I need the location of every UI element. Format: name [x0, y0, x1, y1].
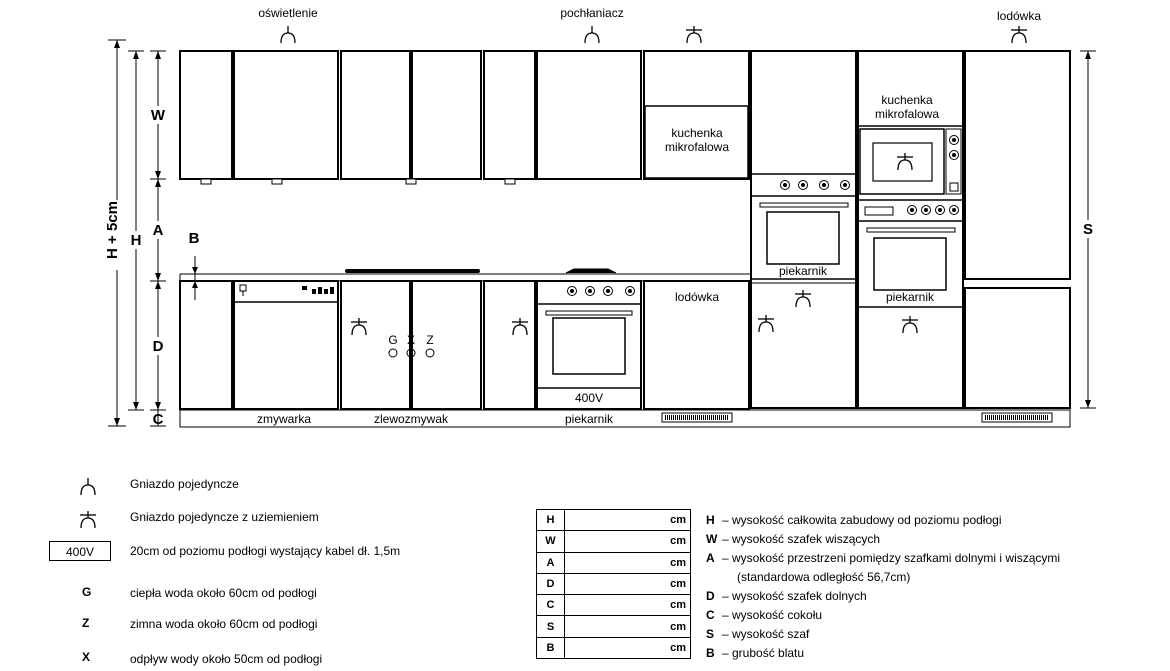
- grounded-socket-icon: [902, 316, 918, 333]
- dim-key: B: [537, 637, 565, 658]
- dimension-arrows: [114, 40, 1094, 426]
- dim-value-field[interactable]: cm: [565, 595, 691, 616]
- top-label-fridge: lodówka: [996, 9, 1042, 23]
- microwave-column-label: kuchenka mikrofalowa: [874, 93, 940, 121]
- dim-key: D: [537, 573, 565, 594]
- svg-text:C: C: [152, 411, 164, 428]
- oven-column-2-label: piekarnik: [885, 290, 935, 304]
- dim-key: W: [537, 531, 565, 552]
- countertop: [180, 269, 750, 281]
- svg-text:X: X: [406, 333, 416, 347]
- grounded-socket-icon: [897, 153, 913, 170]
- table-row: [537, 637, 691, 658]
- dimension-letters: [104, 106, 1096, 428]
- desc-row: C – wysokość cokołu: [706, 608, 823, 622]
- dim-value-field[interactable]: cm: [565, 510, 691, 531]
- tall-column-1: [751, 51, 856, 408]
- table-row: [537, 510, 691, 531]
- dim-key: A: [537, 552, 565, 573]
- grounded-socket-icon: [795, 290, 811, 307]
- socket-icon: [585, 26, 599, 43]
- top-label-hood: pochłaniacz: [560, 6, 624, 20]
- dim-value-field[interactable]: cm: [565, 531, 691, 552]
- dimension-lines: [108, 40, 1096, 426]
- desc-row: W – wysokość szafek wiszących: [706, 532, 881, 546]
- svg-text:Z: Z: [426, 333, 434, 347]
- dimension-table: [536, 509, 691, 659]
- svg-text:A: A: [152, 222, 164, 239]
- desc-row: A – wysokość przestrzeni pomiędzy szafkami dolnymi i wiszącymi: [706, 551, 1061, 565]
- dim-value-field[interactable]: cm: [565, 552, 691, 573]
- svg-text:B: B: [188, 230, 200, 247]
- dishwasher-controls: [240, 285, 334, 296]
- dim-value-field[interactable]: cm: [565, 573, 691, 594]
- tall-column-3: [965, 51, 1070, 408]
- svg-text:H + 5cm: H + 5cm: [104, 201, 121, 259]
- grounded-socket-icon: [1011, 26, 1027, 43]
- legend-text-z: zimna woda około 60cm od podłogi: [130, 617, 318, 631]
- desc-row: H – wysokość całkowita zabudowy od poziomu podłogi: [706, 513, 1002, 527]
- dim-key: H: [537, 510, 565, 531]
- grounded-socket-icon: [758, 315, 774, 332]
- plinth-label-dishwasher: zmywarka: [256, 412, 312, 426]
- grounded-socket-icon: [686, 26, 702, 43]
- legend-text-socket: Gniazdo pojedyncze: [130, 477, 239, 491]
- legend-text-g: ciepła woda około 60cm od podłogi: [130, 586, 317, 600]
- svg-text:D: D: [152, 338, 164, 355]
- legend-text-x: odpływ wody około 50cm od podłogi: [130, 652, 323, 666]
- legend-symbol-z: Z: [82, 616, 90, 630]
- legend-symbol-x: X: [82, 650, 91, 664]
- svg-text:H: H: [130, 232, 142, 249]
- desc-row: S – wysokość szaf: [706, 627, 810, 641]
- svg-text:S: S: [1082, 221, 1094, 238]
- svg-text:G: G: [388, 333, 398, 347]
- voltage-label: 400V: [574, 391, 604, 405]
- base-cabinets: [180, 281, 749, 409]
- plinth-label-oven: piekarnik: [564, 412, 614, 426]
- microwave-upper-label: kuchenka mikrofalowa: [664, 126, 730, 154]
- wall-cabinets: [180, 51, 749, 179]
- oven-column-1-label: piekarnik: [778, 264, 828, 278]
- legend-text-grounded-socket: Gniazdo pojedyncze z uziemieniem: [130, 510, 319, 524]
- dim-value-field[interactable]: cm: [565, 616, 691, 637]
- top-label-lighting: oświetlenie: [258, 6, 318, 20]
- legend-symbols: [80, 478, 96, 528]
- socket-icon: [81, 478, 95, 495]
- table-row: [537, 595, 691, 616]
- fridge-base-label: lodówka: [674, 290, 720, 304]
- svg-text:W: W: [150, 107, 166, 124]
- grounded-socket-icon: [351, 318, 367, 335]
- oven-base: [537, 287, 641, 389]
- table-row: [537, 573, 691, 594]
- grounded-socket-icon: [512, 318, 528, 335]
- desc-row: (standardowa odległość 56,7cm): [737, 570, 911, 584]
- plinth-label-sink: zlewozmywak: [373, 412, 449, 426]
- desc-row: D – wysokość szafek dolnych: [706, 589, 867, 603]
- table-row: [537, 552, 691, 573]
- table-row: [537, 531, 691, 552]
- dim-key: C: [537, 595, 565, 616]
- socket-icon: [281, 26, 295, 43]
- table-row: [537, 616, 691, 637]
- grounded-socket-icon: [80, 511, 96, 528]
- dim-key: S: [537, 616, 565, 637]
- legend-symbol-400v: 400V: [49, 541, 111, 561]
- legend-text-400v: 20cm od poziomu podłogi wystający kabel dł. 1,5m: [130, 544, 401, 558]
- plinth: [180, 410, 1070, 427]
- legend-symbol-g: G: [82, 585, 92, 599]
- desc-row: B – grubość blatu: [706, 646, 805, 660]
- dim-value-field[interactable]: cm: [565, 637, 691, 658]
